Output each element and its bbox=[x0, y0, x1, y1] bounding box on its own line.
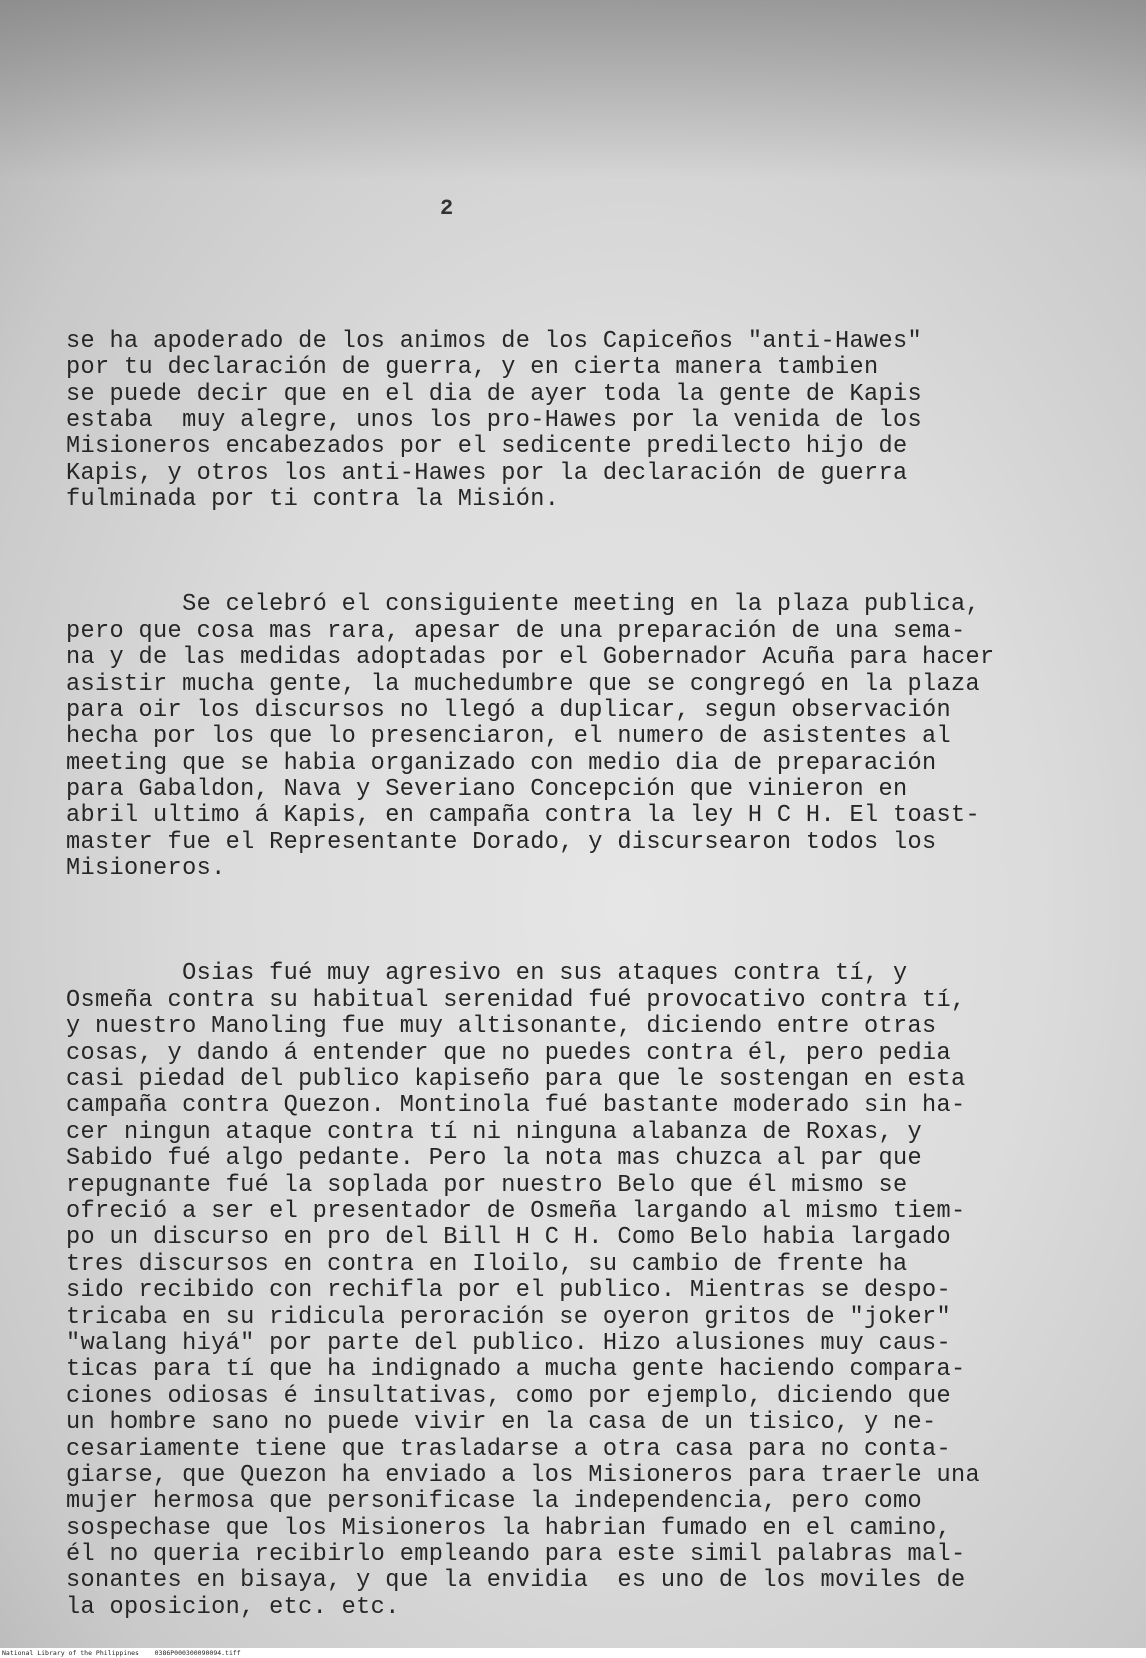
letter-body bbox=[66, 276, 1106, 1648]
text-line: pero que cosa mas rara, apesar de una preparación de una sema- bbox=[66, 617, 966, 645]
text-line: Misioneros. bbox=[66, 855, 226, 883]
text-line: mujer hermosa que personificase la independencia, pero como bbox=[66, 1488, 923, 1516]
page-number: 2 bbox=[440, 196, 454, 221]
text-line: para Gabaldon, Nava y Severiano Concepción que vinieron en bbox=[66, 776, 908, 804]
text-line: casi piedad del publico kapiseño para que le sostengan en esta bbox=[66, 1066, 966, 1094]
text-line: cosas, y dando á entender que no puedes contra él, pero pedia bbox=[66, 1039, 952, 1067]
text-line: Osmeña contra su habitual serenidad fué provocativo contra tí, bbox=[66, 986, 966, 1014]
text-line: meeting que se habia organizado con medio dia de preparación bbox=[66, 749, 937, 777]
text-line: un hombre sano no puede vivir en la casa de un tisico, y ne- bbox=[66, 1409, 937, 1437]
text-line: campaña contra Quezon. Montinola fué bastante moderado sin ha- bbox=[66, 1092, 966, 1120]
text-line: y nuestro Manoling fue muy altisonante, diciendo entre otras bbox=[66, 1013, 937, 1041]
text-line: por tu declaración de guerra, y en cierta manera tambien bbox=[66, 354, 879, 382]
text-line: Osias fué muy agresivo en sus ataques contra tí, y bbox=[66, 960, 908, 988]
text-line: se ha apoderado de los animos de los Capiceños "anti-Hawes" bbox=[66, 327, 923, 355]
paragraph-3 bbox=[66, 961, 1106, 1621]
text-line: Misioneros encabezados por el sedicente predilecto hijo de bbox=[66, 433, 908, 461]
text-line: hecha por los que lo presenciaron, el numero de asistentes al bbox=[66, 723, 952, 751]
text-line: tres discursos en contra en Iloilo, su cambio de frente ha bbox=[66, 1250, 908, 1278]
text-line: la oposicion, etc. etc. bbox=[66, 1593, 400, 1621]
text-line: giarse, que Quezon ha enviado a los Misioneros para traerle una bbox=[66, 1461, 981, 1489]
text-line: él no queria recibirlo empleando para este simil palabras mal- bbox=[66, 1541, 966, 1569]
text-line: "walang hiyá" por parte del publico. Hizo alusiones muy caus- bbox=[66, 1329, 952, 1357]
paragraph-1 bbox=[66, 329, 1106, 514]
text-line: sospechase que los Misioneros la habrian fumado en el camino, bbox=[66, 1514, 952, 1542]
text-line: po un discurso en pro del Bill H C H. Como Belo habia largado bbox=[66, 1224, 952, 1252]
text-line: ciones odiosas é insultativas, como por ejemplo, diciendo que bbox=[66, 1382, 952, 1410]
text-line: se puede decir que en el dia de ayer toda la gente de Kapis bbox=[66, 380, 923, 408]
text-line: asistir mucha gente, la muchedumbre que se congregó en la plaza bbox=[66, 670, 981, 698]
text-line: repugnante fué la soplada por nuestro Belo que él mismo se bbox=[66, 1171, 908, 1199]
text-line: na y de las medidas adoptadas por el Gobernador Acuña para hacer bbox=[66, 644, 995, 672]
text-line: Sabido fué algo pedante. Pero la nota mas chuzca al par que bbox=[66, 1145, 923, 1173]
footer-caption: National Library of the Philippines 0386P000300090094.tiff bbox=[2, 1649, 241, 1657]
text-line: master fue el Representante Dorado, y discursearon todos los bbox=[66, 828, 937, 856]
text-line: sido recibido con rechifla por el publico. Mientras se despo- bbox=[66, 1277, 952, 1305]
text-line: tricaba en su ridicula peroración se oyeron gritos de "joker" bbox=[66, 1303, 952, 1331]
text-line: fulminada por ti contra la Misión. bbox=[66, 486, 560, 514]
text-line: sonantes en bisaya, y que la envidia es uno de los moviles de bbox=[66, 1567, 966, 1595]
page-shadow bbox=[0, 0, 1146, 180]
text-line: cesariamente tiene que trasladarse a otra casa para no conta- bbox=[66, 1435, 952, 1463]
paragraph-2 bbox=[66, 592, 1106, 882]
text-line: cer ningun ataque contra tí ni ninguna alabanza de Roxas, y bbox=[66, 1118, 923, 1146]
text-line: para oir los discursos no llegó a duplicar, segun observación bbox=[66, 696, 952, 724]
text-line: ofreció a ser el presentador de Osmeña largando al mismo tiem- bbox=[66, 1197, 966, 1225]
text-line: Se celebró el consiguiente meeting en la plaza publica, bbox=[66, 591, 981, 619]
text-line: estaba muy alegre, unos los pro-Hawes por la venida de los bbox=[66, 406, 923, 434]
text-line: ticas para tí que ha indignado a mucha gente haciendo compara- bbox=[66, 1356, 966, 1384]
text-line: Kapis, y otros los anti-Hawes por la declaración de guerra bbox=[66, 459, 908, 487]
text-line: abril ultimo á Kapis, en campaña contra la ley H C H. El toast- bbox=[66, 802, 981, 830]
